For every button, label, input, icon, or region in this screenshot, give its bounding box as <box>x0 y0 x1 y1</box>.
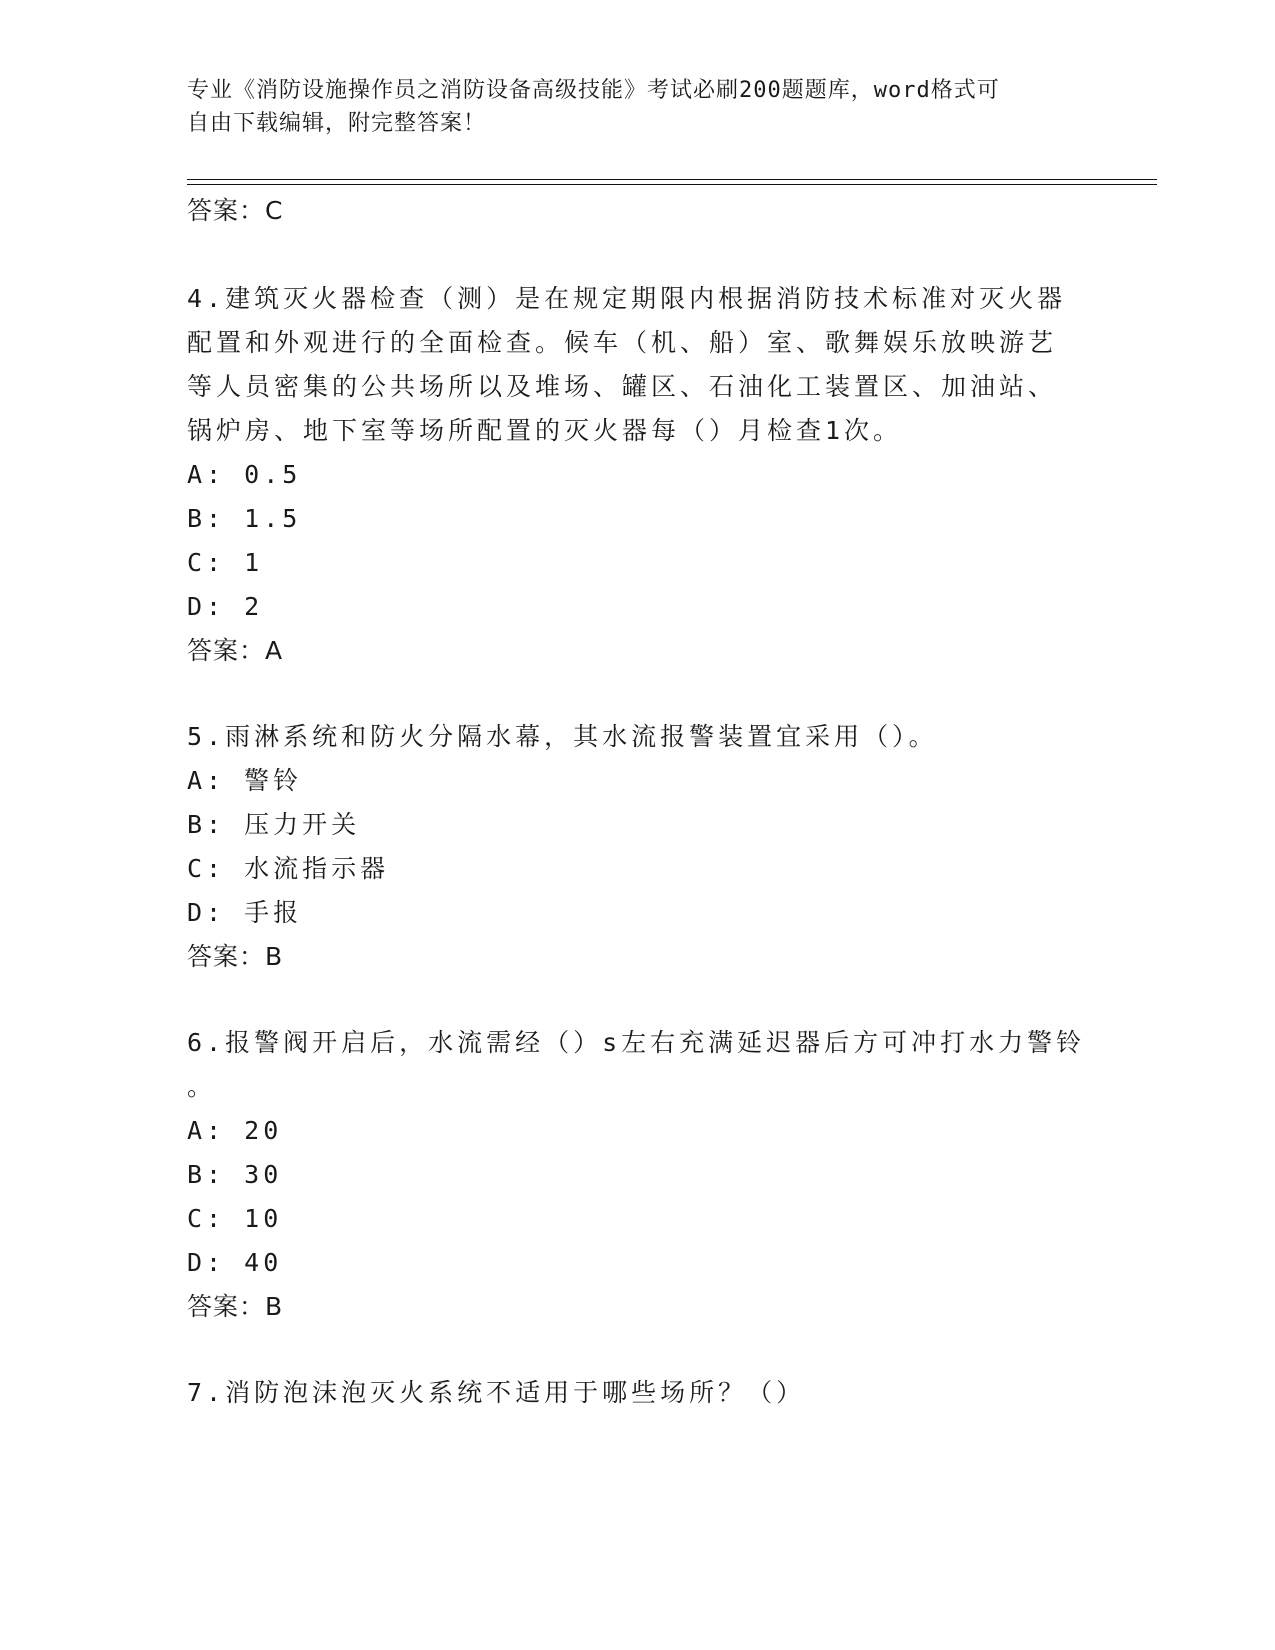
header-line-2: 自由下载编辑，附完整答案！ <box>187 111 487 136</box>
answer: 答案：B <box>187 942 284 971</box>
question-text-line: 配置和外观进行的全面检查。候车（机、船）室、歌舞娱乐放映游艺 <box>187 328 1058 357</box>
question-text-line: 等人员密集的公共场所以及堆场、罐区、石油化工装置区、加油站、 <box>187 372 1058 401</box>
header-divider-bottom <box>187 184 1157 185</box>
header-divider-top <box>187 179 1157 180</box>
option-c: C: 1 <box>187 548 264 577</box>
option-a: A: 20 <box>187 1116 283 1145</box>
answer: 答案：B <box>187 1292 284 1321</box>
answer-previous: 答案：C <box>187 196 284 225</box>
answer: 答案：A <box>187 636 284 665</box>
option-a: A: 警铃 <box>187 766 303 795</box>
option-d: D: 40 <box>187 1248 283 1277</box>
option-d: D: 2 <box>187 592 264 621</box>
document-header <box>187 74 1087 140</box>
question-text-line: 锅炉房、地下室等场所配置的灭火器每（）月检查1次。 <box>187 416 903 445</box>
question-text-line: 4.建筑灭火器检查（测）是在规定期限内根据消防技术标准对灭火器 <box>187 284 1067 313</box>
option-a: A: 0.5 <box>187 460 302 489</box>
question-text-line: 。 <box>187 1072 217 1101</box>
option-c: C: 水流指示器 <box>187 854 390 883</box>
header-line-1: 专业《消防设施操作员之消防设备高级技能》考试必刷200题题库，word格式可 <box>187 78 1000 103</box>
option-c: C: 10 <box>187 1204 283 1233</box>
option-b: B: 压力开关 <box>187 810 361 839</box>
option-b: B: 1.5 <box>187 504 302 533</box>
question-text-line: 7.消防泡沫泡灭火系统不适用于哪些场所？（） <box>187 1378 806 1407</box>
option-d: D: 手报 <box>187 898 303 927</box>
question-text-line: 6.报警阀开启后，水流需经（）s左右充满延迟器后方可冲打水力警铃 <box>187 1028 1086 1057</box>
question-text-line: 5.雨淋系统和防火分隔水幕，其水流报警装置宜采用（）。 <box>187 722 938 751</box>
option-b: B: 30 <box>187 1160 283 1189</box>
